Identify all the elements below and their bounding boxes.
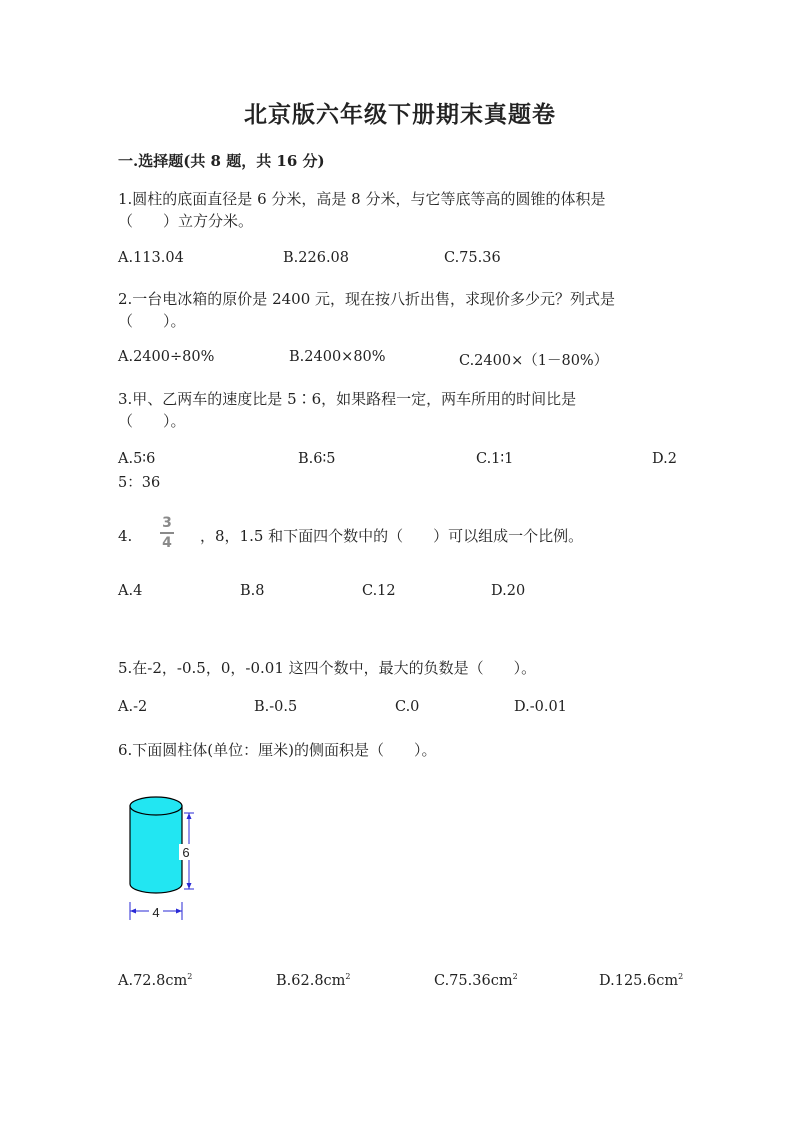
fraction-numerator: 3 [162,515,172,531]
question-3-option-a: A.5∶6 [118,451,156,467]
question-2-line-2: （ ）。 [118,312,186,330]
fraction-three-quarters [160,516,174,550]
question-6-option-c: $C.75.36cm^2$ [434,972,518,989]
question-6-text: 6.下面圆柱体(单位：厘米)的侧面积是（ ）。 [118,741,437,759]
question-3-line-1: 3.甲、乙两车的速度比是 5∶6，如果路程一定，两车所用的时间比是 [118,390,577,408]
question-1-line-2: （ ）立方分米。 [118,212,254,230]
question-4-option-c: C.12 [362,583,396,599]
question-4-text: ，8，1.5 和下面四个数中的（ ）可以组成一个比例。 [200,527,584,545]
section-heading: 一.选择题(共 8 题，共 16 分) [118,152,325,170]
question-2-option-b: B.2400×80% [289,349,386,365]
question-1-line-1: 1.圆柱的底面直径是 6 分米，高是 8 分米，与它等底等高的圆锥的体积是 [118,190,606,208]
question-2-option-c: C.2400×（1－80%） [459,353,609,369]
question-4-option-b: B.8 [240,583,265,599]
question-3-line-2: （ ）。 [118,412,186,430]
question-6-option-d: $D.125.6cm^2$ [599,972,684,989]
question-4-number: 4. [118,527,133,545]
fraction-bar [160,532,174,534]
cylinder-figure [118,788,198,928]
question-6-option-a: $A.72.8cm^2$ [118,972,193,989]
question-5-option-a: A.-2 [118,699,148,715]
cylinder-body [130,806,182,893]
question-2-line-1: 2.一台电冰箱的原价是 2400 元，现在按八折出售，求现价多少元？列式是 [118,290,616,308]
question-1-option-c: C.75.36 [444,250,501,266]
page-title: 北京版六年级下册期末真题卷 [244,101,556,128]
question-5-text: 5.在-2，-0.5，0，-0.01 这四个数中，最大的负数是（ ）。 [118,659,537,677]
cylinder-top [130,797,182,815]
height-label: 6 [182,845,190,860]
fraction-denominator: 4 [162,534,172,551]
question-6-option-b: $B.62.8cm^2$ [276,972,351,989]
question-5-option-b: B.-0.5 [254,699,298,715]
question-4-option-d: D.20 [491,583,526,599]
diameter-label: 4 [152,905,160,920]
question-5-option-d: D.-0.01 [514,699,567,715]
question-2-option-a: A.2400÷80% [118,349,215,365]
question-3-option-b: B.6∶5 [298,451,336,467]
question-3-option-c: C.1∶1 [476,451,514,467]
question-4-option-a: A.4 [118,583,143,599]
question-3-option-d-continued: 5：36 [118,475,161,491]
question-5-option-c: C.0 [395,699,420,715]
question-3-option-d: D.2 [652,451,677,467]
question-1-option-b: B.226.08 [283,250,350,266]
question-1-option-a: A.113.04 [118,250,184,266]
